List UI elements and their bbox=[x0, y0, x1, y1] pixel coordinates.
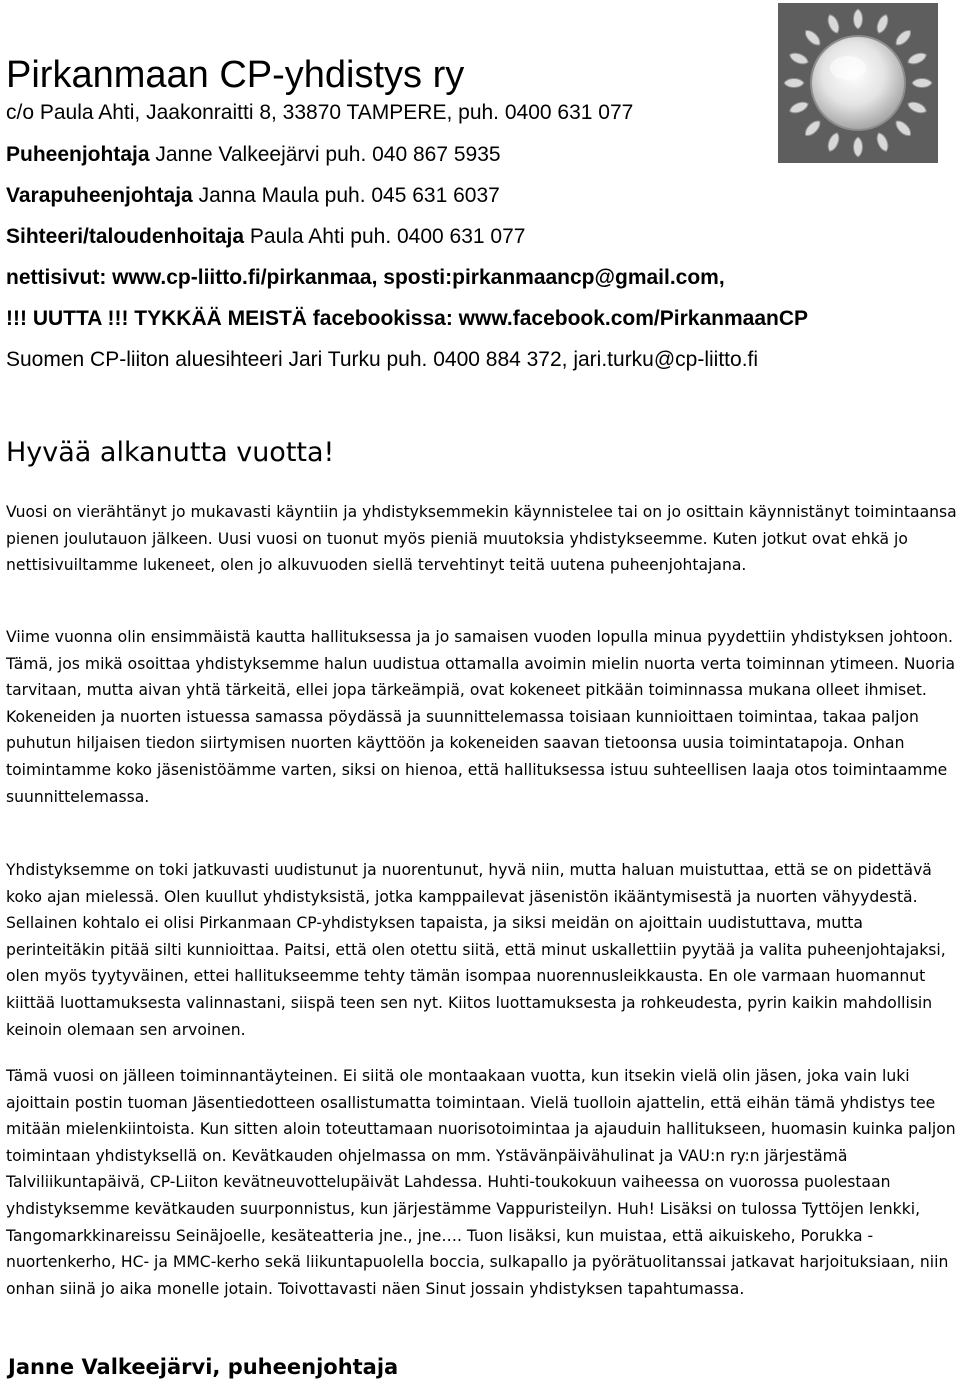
vice-chair-line bbox=[6, 181, 500, 211]
secretary-contact: Paula Ahti puh. 0400 631 077 bbox=[244, 225, 526, 248]
chair-contact: Janne Valkeejärvi puh. 040 867 5935 bbox=[149, 143, 501, 166]
vice-chair-label: Varapuheenjohtaja bbox=[6, 184, 193, 207]
facebook-link[interactable]: www.facebook.com/PirkanmaanCP bbox=[458, 307, 809, 330]
sun-icon bbox=[778, 150, 938, 167]
vice-chair-contact: Janna Maula puh. 045 631 6037 bbox=[192, 184, 500, 207]
chair-line bbox=[6, 140, 501, 170]
organization-title: Pirkanmaan CP-yhdistys ry bbox=[6, 54, 465, 96]
website-link[interactable]: www.cp-liitto.fi/pirkanmaa bbox=[112, 266, 372, 289]
facebook-prefix: !!! UUTTA !!! TYKKÄÄ MEISTÄ facebookissa: bbox=[6, 307, 459, 330]
regional-secretary-line: Suomen CP-liiton aluesihteeri Jari Turku puh. 0400 884 372, jari.turku@cp-liitto.fi bbox=[6, 348, 759, 371]
chair-label: Puheenjohtaja bbox=[6, 143, 150, 166]
signature: Janne Valkeejärvi, puheenjohtaja bbox=[8, 1355, 399, 1379]
paragraph-4: Tämä vuosi on jälleen toiminnantäyteinen. Ei siitä ole montaakaan vuotta, kun itsekin vielä olin jäsen, joka vain luki ajoittain postin tuoman Jäsentiedotteen osallistumatta toimintaan. Vielä tuolloin ajattelin, että eihän tämä yhdistys tee mitään mielenkiintoista. Kun sitten aloin toteuttamaan nuorisotoimintaa ja ajauduin hallitukseen, huomasin kuinka paljon toimintaan yhdistyksellä on. Kevätkauden ohjelmassa on mm. Ystävänpäivähulinat ja VAU:n ry:n järjestämä Talviliikuntapäivä, CP-Liiton kevätneuvottelupäivät Lahdessa. Huhti-toukokuun vaiheessa on vuorossa puolestaan yhdistyksemme kevätkauden suurponnistus, kun järjestämme Vappuristeilyn. Huh! Lisäksi on tulossa Tyttöjen lenkki, Tangomarkkinareissu Seinäjoelle, kesäteatteria jne., jne…. Tuon lisäksi, kun muistaa, että aikuiskeho, Porukka -nuortenkerho, HC- ja MMC-kerho sekä liikuntapuolella boccia, sulkapallo ja pyörätuolitanssai jatkavat harjoituksiaan, niin onhan siinä jo aika monelle jotain. Toivottavasti näen Sinut jossain yhdistyksen tapahtumassa. bbox=[6, 1067, 956, 1298]
address-line: c/o Paula Ahti, Jaakonraitti 8, 33870 TAMPERE, puh. 0400 631 077 bbox=[6, 101, 634, 124]
facebook-line bbox=[6, 304, 808, 334]
letter-heading: Hyvää alkanutta vuotta! bbox=[6, 437, 335, 468]
email-suffix: , bbox=[718, 266, 725, 289]
paragraph-1: Vuosi on vierähtänyt jo mukavasti käyntiin ja yhdistyksemmekin käynnistelee tai on jo osittain käynnistänyt toimintaansa pienen joulutauon jälkeen. Uusi vuosi on tuonut myös pieniä muutoksia yhdistykseemme. Kuten jotkut ovat ehkä jo nettisivuiltamme lukeneet, olen jo alkuvuoden siellä tervehtinyt teitä uutena puheenjohtajana. bbox=[6, 503, 957, 575]
website-label: nettisivut: bbox=[6, 266, 113, 289]
email-label: , sposti: bbox=[371, 266, 453, 289]
sun-logo bbox=[778, 3, 938, 163]
email-link[interactable]: pirkanmaancp@gmail.com bbox=[452, 266, 719, 289]
website-line bbox=[6, 263, 725, 293]
secretary-label: Sihteeri/taloudenhoitaja bbox=[6, 225, 245, 248]
paragraph-3: Yhdistyksemme on toki jatkuvasti uudistunut ja nuorentunut, hyvä niin, mutta haluan muistuttaa, että se on pidettävä koko ajan mielessä. Olen kuullut yhdistyksistä, jotka kamppailevat jäsenistön ikääntymisestä ja nuorten vähyydestä. Sellainen kohtalo ei olisi Pirkanmaan CP-yhdistyksen tapaista, ja siksi meidän on ajoittain uudistuttava, mutta perinteitäkin pitää silti kunnioittaa. Paitsi, että olen otettu siitä, että minut uskallettiin pyytää ja valita puheenjohtajaksi, olen myös tyytyväinen, ettei hallitukseemme tehty tämän isompaa nuorennusleikkausta. En ole varmaan huomannut kiittää luottamuksesta valinnastani, siispä teen sen nyt. Kiitos luottamuksesta ja rohkeudesta, pyrin kaikin mahdollisin keinoin olemaan sen arvoinen. bbox=[6, 861, 946, 1039]
secretary-line bbox=[6, 222, 525, 252]
paragraph-2: Viime vuonna olin ensimmäistä kautta hallituksessa ja jo samaisen vuoden lopulla minua pyydettiin yhdistyksen johtoon. Tämä, jos mikä osoittaa yhdistyksemme halun uudistua ottamalla avoimin mielin nuorta verta toiminnan ytimeen. Nuoria tarvitaan, mutta aivan yhtä tärkeitä, ellei jopa tärkeämpiä, ovat kokeneet pitkään toiminnassa mukana olleet ihmiset. Kokeneiden ja nuorten istuessa samassa pöydässä ja suunnittelemassa toisiaan kunnioittaen toimintaa, takaa paljon puhutun hiljaisen tiedon siirtymisen nuorten käyttöön ja kokeneiden saavan tietoonsa uusia toimintatapoja. Onhan toimintamme koko jäsenistöämme varten, siksi on hienoa, että hallituksessa istuu suhteellisen laaja otos toimintaamme suunnittelemassa. bbox=[6, 628, 956, 806]
